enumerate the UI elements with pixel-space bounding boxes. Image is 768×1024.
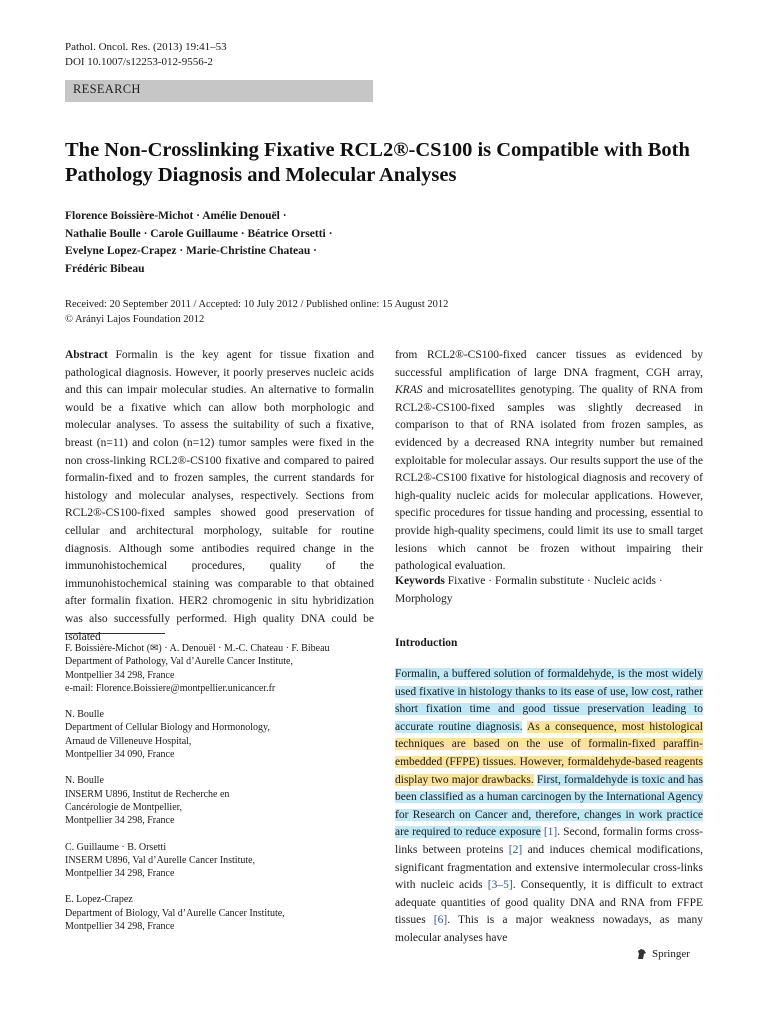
copyright: © Arányi Lajos Foundation 2012 [65,313,205,325]
affiliation-line: Department of Pathology, Val d’Aurelle Cancer Institute, [65,656,293,668]
body-text: and induces chemical modifications, significant fragmentation and extensive intermolecular cross-links with nucleic acids [395,843,703,892]
abstract-left [65,347,374,646]
affiliation-line: Montpellier 34 298, France [65,868,175,880]
highlight-yellow: As a consequence, most histological techniques are based on the use of formalin-fixed paraffin-embedded (FFPE) tissues. However, formaldehyde-based reagents display two major drawbacks. [395,720,703,786]
body-text: . Second, formalin forms cross-links between proteins [395,826,704,856]
affiliation-line: Department of Biology, Val d’Aurelle Cancer Institute, [65,907,285,919]
journal-header [65,40,227,70]
affiliation-line: Montpellier 34 298, France [65,921,175,933]
abstract-right [395,347,703,576]
citation-link[interactable]: [3–5] [487,879,513,892]
author-line: Frédéric Bibeau [65,262,145,275]
affiliation-line: INSERM U896, Val d’Aurelle Cancer Institute, [65,854,256,866]
affiliation-line: Montpellier 34 298, France [65,669,175,681]
section-heading-introduction: Introduction [395,637,458,649]
body-text: . Consequently, it is difficult to extract adequate quantities of good quality DNA and RNA from FFPE tissues [395,879,704,927]
citation-link[interactable]: [6] [433,914,448,927]
keywords [395,573,705,608]
publisher-name: Springer [652,948,690,960]
section-label: RESEARCH [73,82,141,96]
citation-link[interactable]: [2] [508,843,523,856]
affiliation-names: C. Guillaume · B. Orsetti [65,841,167,853]
affiliation-names: N. Boulle [65,709,104,721]
affiliations [65,642,365,946]
citation-link[interactable]: [1] [543,826,558,839]
affiliation-block [65,642,365,695]
affiliation-block [65,841,365,881]
highlight-blue: Formalin, a buffered solution of formaldehyde, is the most widely used fixative in histology thanks to its ease of use, low cost, rather short fixation time and good tissue preservation leading to accurate routine diagnosis. [395,668,703,733]
affiliation-line: Department of Cellular Biology and Hormonology, [65,722,270,734]
journal-citation: Pathol. Oncol. Res. (2013) 19:41–53 [65,41,227,53]
affiliation-names: N. Boulle [65,775,104,787]
abstract-text: Formalin is the key agent for tissue fixation and pathological diagnosis. However, it poorly preserves nucleic acids and this can impair molecular studies. An alternative to formalin would be a fixative which can allow both morphologic and molecular analyses. To assess the suitability of such a fixative, breast (n=11) and colon (n=12) tumor samples were fixed in the non cross-linking RCL2®-CS100 fixative and compared to paired formalin-fixed and to frozen samples, the current standards for histology and molecular analyses, respectively. Sections from RCL2®-CS100-fixed samples showed good preservation of cellular and architectural morphology, suitable for routine diagnosis. Although some antibodies required change in the immunohistochemical procedures, quality of the immunohistochemical staining was comparable to that obtained after formalin fixation. HER2 chromogenic in situ hybridization was also successfully performed. High quality DNA could be isolated [65,349,375,643]
affiliation-names: E. Lopez-Crapez [65,894,133,906]
footnote-divider [65,633,165,634]
publication-dates [65,298,705,327]
abstract-text: and microsatellites genotyping. The quality of RNA from RCL2®-CS100-fixed samples was slightly decreased in comparison to that of RNA isolated from frozen samples, as evidenced by a decreased RNA integrity number but remained exploitable for molecular assays. Our results support the use of the RCL2®-CS100 fixative for histological diagnosis and recovery of high-quality nucleic acids for molecular applications. However, specific procedures for tissue handing and processing, essential to provide high-quality specimens, could limit its use to small target lesions which cannot be frozen without impairing their pathological evaluation. [395,384,704,573]
publisher-logo [636,948,690,960]
affiliation-line: Montpellier 34 090, France [65,749,175,761]
doi: DOI 10.1007/s12253-012-9556-2 [65,56,213,68]
author-line: Nathalie Boulle · Carole Guillaume · Béatrice Orsetti · [65,227,333,240]
email-link[interactable]: e-mail: Florence.Boissiere@montpellier.unicancer.fr [65,682,276,694]
abstract-label: Abstract [65,349,108,361]
affiliation-block [65,708,365,761]
keywords-label: Keywords [395,575,445,587]
affiliation-line: Cancérologie de Montpellier, [65,801,183,813]
body-text: . This is a major weakness nowadays, as many molecular analyses have [395,914,703,944]
abstract-text: from RCL2®-CS100-fixed cancer tissues as evidenced by successful amplification of large DNA fragment, CGH array, [395,349,703,379]
introduction-text [395,666,703,948]
gene-name: KRAS [395,384,423,397]
affiliation-line: INSERM U896, Institut de Recherche en [65,788,230,800]
affiliation-block [65,893,365,933]
affiliation-names: F. Boissière-Michot (✉) · A. Denouël · M.-C. Chateau · F. Bibeau [65,643,330,654]
paper-title: The Non-Crosslinking Fixative RCL2®-CS100 is Compatible with Both Pathology Diagnosis and Molecular Analyses [65,139,690,186]
author-line: Evelyne Lopez-Crapez · Marie-Christine Chateau · [65,245,318,258]
section-banner [65,80,373,102]
received-dates: Received: 20 September 2011 / Accepted: 10 July 2012 / Published online: 15 August 2012 [65,299,449,310]
affiliation-line: Arnaud de Villeneuve Hospital, [65,735,192,747]
affiliation-line: Montpellier 34 298, France [65,815,175,827]
author-list [65,208,485,278]
springer-horse-icon [636,948,648,960]
keywords-text: Fixative · Formalin substitute · Nucleic acids · Morphology [395,575,663,605]
author-line: Florence Boissière-Michot · Amélie Denouël · [65,210,287,222]
highlight-blue: First, formaldehyde is toxic and has been classified as a human carcinogen by the International Agency for Research on Cancer and, therefore, changes in work practice are required to reduce exposure [395,773,703,839]
affiliation-block [65,774,365,827]
